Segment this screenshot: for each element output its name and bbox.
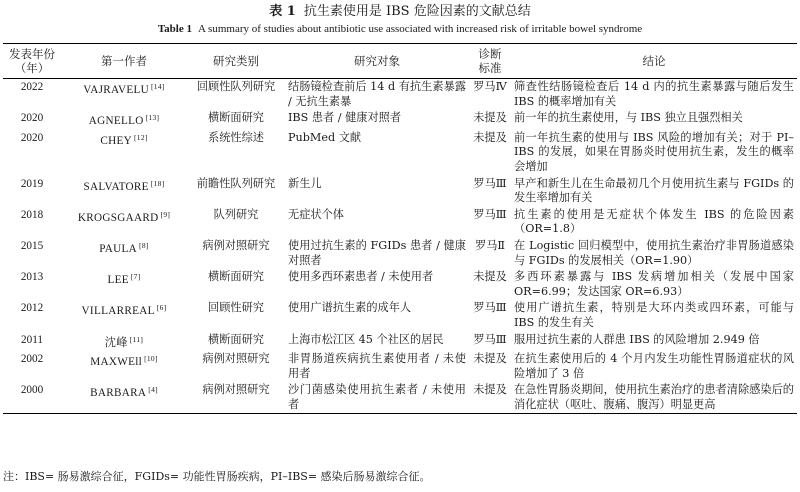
table-title-en — [0, 22, 800, 36]
cell-author — [61, 351, 187, 382]
cell-criteria: 未提及 — [473, 352, 507, 366]
author-name: CHEY — [100, 134, 132, 147]
cell-study-type: 前瞻性队列研究 — [196, 176, 276, 190]
cell-author — [61, 130, 187, 176]
cell-year: 2018 — [20, 208, 44, 221]
reference-marker: [18] — [150, 178, 165, 188]
author-name: BARBARA — [90, 387, 147, 400]
cell-criteria: 罗马Ⅱ — [475, 238, 505, 252]
table-caption-cn: 抗生素使用是 IBS 危险因素的文献总结 — [303, 4, 531, 19]
cell-subject: 结肠镜检查前后 14 d 有抗生素暴露 / 无抗生素暴 — [288, 80, 466, 108]
author-name: 沈峰 — [104, 336, 128, 349]
cell-author — [61, 207, 187, 238]
cell-criteria: 罗马Ⅲ — [473, 207, 507, 221]
table-row — [3, 176, 797, 207]
cell-conclusion: 前一年的抗生素使用，与 IBS 独立且强烈相关 — [514, 111, 743, 125]
literature-table — [3, 43, 797, 414]
cell-year: 2019 — [20, 177, 44, 190]
cell-study-type: 系统性综述 — [208, 130, 264, 144]
cell-subject: 上海市松江区 45 个社区的居民 — [288, 332, 444, 346]
reference-marker: [9] — [160, 209, 171, 219]
table-row — [3, 332, 797, 352]
table-row — [3, 382, 797, 414]
cell-year: 2022 — [20, 81, 44, 93]
reference-marker: [4] — [148, 385, 158, 395]
cell-author — [61, 176, 187, 207]
cell-year: 2012 — [20, 302, 44, 315]
cell-criteria: 未提及 — [473, 111, 507, 125]
cell-criteria: 罗马Ⅲ — [473, 176, 507, 190]
author-name: KROGSGAARD — [77, 211, 159, 224]
reference-marker: [13] — [145, 113, 160, 123]
table-body — [3, 79, 797, 414]
cell-criteria: 未提及 — [473, 383, 507, 397]
author-name: VILLARREAL — [81, 305, 155, 318]
cell-conclusion: 前一年抗生素的使用与 IBS 风险的增加有关；对于 PI–IBS 的发展，如果在胃肠炎时使用抗生素，发生的概率会增加 — [514, 130, 794, 173]
cell-conclusion: 抗生素的使用是无症状个体发生 IBS 的危险因素（OR=1.8） — [514, 207, 794, 236]
cell-year: 2015 — [20, 239, 44, 252]
cell-criteria: 罗马Ⅲ — [473, 332, 507, 346]
table-row — [3, 79, 797, 111]
header-subject: 研究对象 — [354, 54, 400, 68]
cell-criteria: 未提及 — [473, 130, 507, 144]
cell-subject: IBS 患者 / 健康对照者 — [288, 111, 402, 125]
cell-author — [61, 269, 187, 300]
cell-year: 2000 — [20, 384, 44, 397]
cell-year: 2002 — [20, 353, 44, 366]
author-name: SALVATORE — [83, 180, 149, 193]
cell-conclusion: 多西环素暴露与 IBS 发病增加相关（发展中国家 OR=6.99；发达国家 OR=6.93） — [514, 270, 794, 298]
table-label-en: Table 1 — [157, 23, 192, 35]
reference-marker: [6] — [156, 303, 167, 313]
table-row — [3, 110, 797, 130]
cell-year: 2013 — [20, 271, 44, 284]
cell-study-type: 病例对照研究 — [202, 383, 270, 397]
cell-subject: 使用广谱抗生素的成年人 — [288, 301, 412, 315]
table-label-cn: 表 1 — [269, 4, 296, 19]
cell-conclusion: 筛查性结肠镜检查后 14 d 内的抗生素暴露与随后发生 IBS 的概率增加有关 — [514, 80, 794, 108]
cell-subject: 非胃肠道疾病抗生素使用者 / 未使用者 — [288, 352, 466, 380]
cell-year: 2020 — [20, 131, 44, 144]
header-type: 研究类别 — [213, 54, 259, 68]
reference-marker: [10] — [144, 354, 158, 364]
cell-study-type: 横断面研究 — [208, 332, 264, 346]
reference-marker: [7] — [130, 272, 141, 282]
cell-study-type: 回顾性队列研究 — [196, 80, 276, 93]
reference-marker: [14] — [151, 82, 165, 91]
author-name: LEE — [107, 274, 129, 287]
cell-conclusion: 早产和新生儿在生命最初几个月使用抗生素与 FGIDs 的发生率增加有关 — [514, 176, 794, 205]
cell-study-type: 病例对照研究 — [202, 352, 270, 366]
cell-year: 2011 — [21, 333, 43, 346]
cell-study-type: 横断面研究 — [208, 270, 264, 284]
cell-conclusion: 使用广谱抗生素，特别是大环内类或四环素，可能与 IBS 的发生有关 — [514, 301, 794, 329]
cell-conclusion: 在急性胃肠炎期间，使用抗生素治疗的患者清除感染后的消化症状（呕吐、腹痛、腹泻）明显更高 — [514, 383, 794, 411]
cell-subject: 无症状个体 — [288, 207, 344, 221]
author-name: MAXWEll — [90, 356, 143, 369]
cell-conclusion: 服用过抗生素的人群患 IBS 的风险增加 2.949 倍 — [514, 332, 760, 346]
cell-conclusion: 在 Logistic 回归模型中，使用抗生素治疗非胃肠道感染与 FGIDs 的发展相关（OR=1.90） — [514, 238, 794, 267]
cell-subject: 沙门菌感染使用抗生素者 / 未使用者 — [288, 383, 466, 411]
table-row — [3, 351, 797, 382]
cell-subject: PubMed 文献 — [288, 130, 362, 144]
header-author: 第一作者 — [101, 54, 147, 68]
header-criteria: 诊断 标准 — [478, 47, 502, 75]
table-row — [3, 238, 797, 269]
table-row — [3, 300, 797, 331]
cell-author — [61, 79, 187, 111]
table-caption-en: A summary of studies about antibiotic use associated with increased risk of irritable bowel syndrome — [197, 23, 643, 35]
author-name: PAULA — [99, 242, 138, 255]
cell-year: 2020 — [20, 112, 44, 125]
table-row — [3, 269, 797, 300]
cell-study-type: 病例对照研究 — [202, 238, 270, 252]
reference-marker: [11] — [129, 334, 144, 344]
cell-author — [61, 300, 187, 331]
header-conclusion: 结论 — [642, 54, 666, 68]
cell-study-type: 队列研究 — [213, 207, 259, 221]
table-note: 注：IBS= 肠易激综合征，FGIDs= 功能性胃肠疾病，PI–IBS= 感染后肠易激综合征。 — [3, 470, 431, 483]
cell-study-type: 横断面研究 — [208, 111, 264, 125]
cell-author — [61, 238, 187, 269]
table-header-row — [3, 44, 797, 79]
cell-subject: 使用过抗生素的 FGIDs 患者 / 健康对照者 — [288, 238, 466, 267]
author-name: AGNELLO — [88, 115, 144, 128]
reference-marker: [12] — [133, 132, 148, 142]
author-name: VAJRAVELU — [83, 84, 149, 96]
cell-author — [61, 110, 187, 130]
cell-author — [61, 382, 187, 414]
cell-criteria: 罗马Ⅳ — [473, 80, 507, 93]
cell-conclusion: 在抗生素使用后的 4 个月内发生功能性胃肠道症状的风险增加了 3 倍 — [514, 352, 794, 380]
table-title-cn — [0, 4, 800, 20]
cell-criteria: 未提及 — [473, 270, 507, 284]
reference-marker: [8] — [139, 240, 149, 250]
table-row — [3, 207, 797, 238]
header-year: 发表年份 （年） — [9, 47, 55, 75]
cell-author — [61, 332, 187, 352]
cell-study-type: 回顾性研究 — [208, 301, 264, 315]
cell-subject: 新生儿 — [288, 176, 322, 190]
cell-criteria: 罗马Ⅲ — [473, 301, 507, 315]
table-row — [3, 130, 797, 176]
cell-subject: 使用多西环素患者 / 未使用者 — [288, 270, 434, 284]
